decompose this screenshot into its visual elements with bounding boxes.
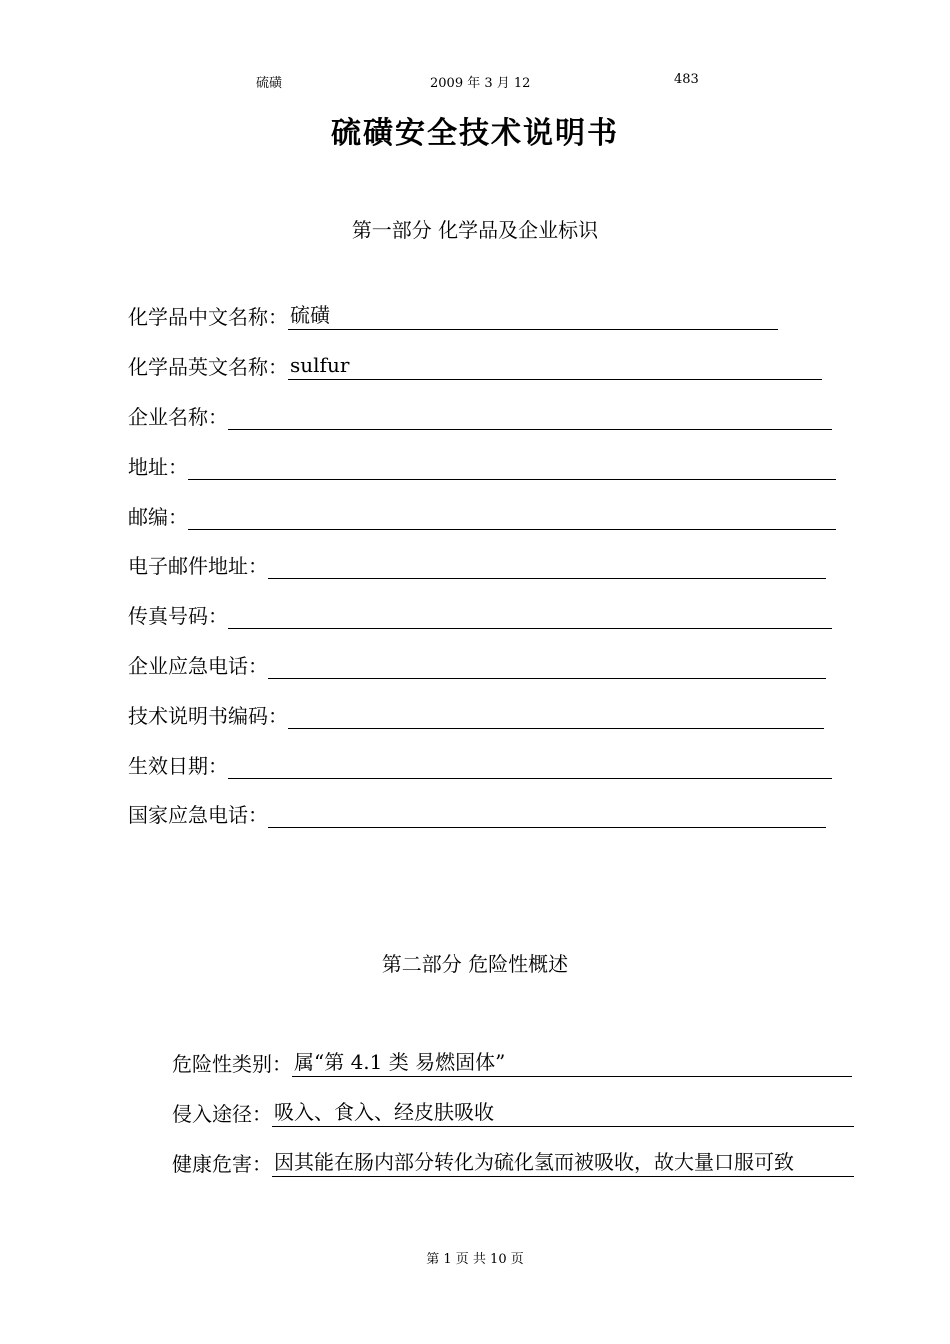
field-email — [128, 549, 826, 579]
field-label: 企业应急电话： — [128, 654, 268, 678]
field-value — [228, 401, 832, 430]
field-value — [268, 650, 826, 679]
field-value — [268, 799, 826, 828]
page-footer: 第 1 页 共 10 页 — [426, 1252, 524, 1267]
field-label: 国家应急电话： — [128, 803, 268, 827]
field-value: 硫磺 — [288, 301, 778, 330]
header-page-number: 483 — [674, 72, 699, 87]
field-hazard-class — [172, 1047, 852, 1077]
section1-heading: 第一部分 化学品及企业标识 — [351, 218, 599, 242]
field-label: 电子邮件地址： — [128, 554, 268, 578]
field-label: 生效日期： — [128, 754, 228, 778]
field-value — [188, 451, 836, 480]
field-effective-date — [128, 749, 832, 779]
field-company-name — [128, 400, 832, 430]
field-exposure-route — [172, 1097, 854, 1127]
field-label: 技术说明书编码： — [128, 704, 288, 728]
field-postcode — [128, 500, 836, 530]
section2-heading: 第二部分 危险性概述 — [381, 952, 569, 976]
field-value — [228, 600, 832, 629]
header-date: 2009 年 3 月 12 — [430, 76, 531, 91]
field-value — [288, 700, 824, 729]
field-label: 危险性类别： — [172, 1052, 292, 1076]
document-title: 硫磺安全技术说明书 — [331, 116, 619, 151]
field-value: 属“第 4.1 类 易燃固体” — [292, 1048, 852, 1077]
field-national-emergency-phone — [128, 798, 826, 828]
field-value: 吸入、食入、经皮肤吸收 — [272, 1098, 854, 1127]
field-label: 传真号码： — [128, 604, 228, 628]
field-value — [188, 501, 836, 530]
field-label: 侵入途径： — [172, 1102, 272, 1126]
field-label: 邮编： — [128, 505, 188, 529]
field-value — [268, 550, 826, 579]
field-value: sulfur — [288, 351, 822, 380]
field-label: 企业名称： — [128, 405, 228, 429]
field-label: 化学品英文名称： — [128, 355, 288, 379]
field-value: 因其能在肠内部分转化为硫化氢而被吸收，故大量口服可致 — [272, 1148, 854, 1177]
field-label: 化学品中文名称： — [128, 305, 288, 329]
field-chinese-name — [128, 300, 778, 330]
field-fax — [128, 599, 832, 629]
field-label: 地址： — [128, 455, 188, 479]
field-emergency-phone — [128, 649, 826, 679]
header-left: 硫磺 — [256, 76, 283, 91]
field-health-hazard — [172, 1147, 854, 1177]
field-spec-code — [128, 699, 824, 729]
field-english-name — [128, 350, 822, 380]
field-label: 健康危害： — [172, 1152, 272, 1176]
field-address — [128, 450, 836, 480]
field-value — [228, 750, 832, 779]
